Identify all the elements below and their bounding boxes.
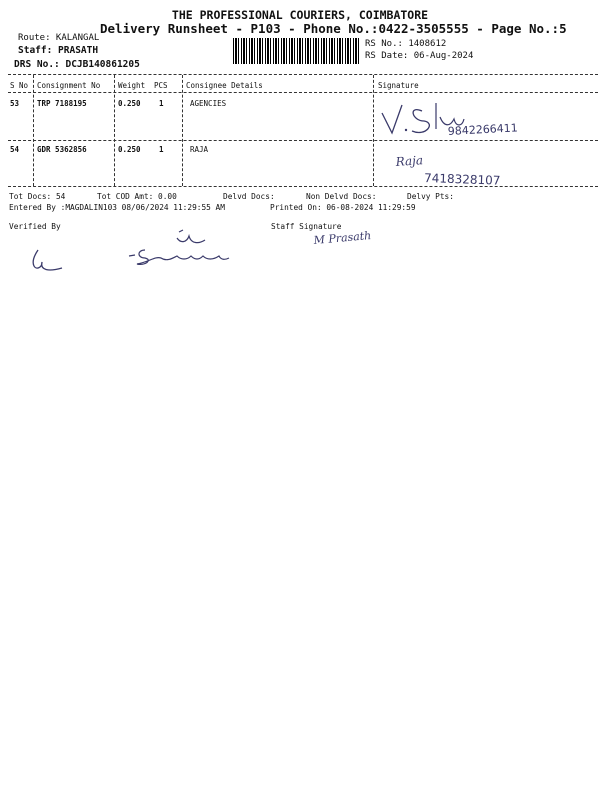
table-top-rule: [8, 74, 598, 75]
row-consignment: TRP 7188195: [37, 99, 87, 108]
total-cod: Tot COD Amt: 0.00: [97, 192, 177, 201]
col-divider: [114, 75, 115, 186]
svg-text:9842266411: 9842266411: [447, 121, 519, 138]
table-header-rule: [8, 92, 598, 93]
barcode: [233, 38, 359, 64]
entered-by: Entered By :MAGDALIN103 08/06/2024 11:29:55 AM: [9, 203, 225, 212]
staff-label: Staff: PRASATH: [18, 45, 99, 56]
delivered-docs: Delvd Docs:: [223, 192, 275, 201]
printed-on: Printed On: 06-08-2024 11:29:59: [270, 203, 416, 212]
rs-date: RS Date: 06-Aug-2024: [365, 51, 474, 61]
col-consignment: Consignment No: [37, 81, 101, 90]
col-signature: Signature: [378, 81, 419, 90]
delivery-points: Delvy Pts:: [407, 192, 454, 201]
verifier-signature: [28, 248, 68, 274]
row-weight: 0.250: [118, 99, 141, 108]
drs-number: DRS No.: DCJB140861205: [14, 59, 140, 70]
row-sno: 53: [10, 99, 20, 108]
company-title: THE PROFESSIONAL COURIERS, COIMBATORE: [171, 8, 429, 22]
row-consignee: AGENCIES: [190, 99, 227, 108]
col-consignee: Consignee Details: [186, 81, 263, 90]
row-consignee: RAJA: [190, 145, 209, 154]
svg-text:M Prasath: M Prasath: [313, 229, 372, 247]
col-sno: S No: [10, 81, 29, 90]
col-weight: Weight: [118, 81, 146, 90]
row-sno: 54: [10, 145, 20, 154]
rs-number: RS No.: 1408612: [365, 39, 447, 49]
total-docs: Tot Docs: 54: [9, 192, 66, 201]
verified-by-label: Verified By: [9, 222, 61, 231]
svg-text:Raja: Raja: [395, 153, 424, 169]
entry-signature: [125, 228, 235, 272]
recipient-signature: [378, 97, 538, 139]
non-delivered-docs: Non Delvd Docs:: [306, 192, 377, 201]
staff-signature: [312, 226, 402, 250]
recipient-signature: [392, 150, 532, 186]
row-divider: [8, 140, 598, 141]
col-pcs: PCS: [154, 81, 168, 90]
col-divider: [33, 75, 34, 186]
col-divider: [182, 75, 183, 186]
route-label: Route: KALANGAL: [18, 33, 100, 43]
row-consignment: GDR 5362856: [37, 145, 87, 154]
col-divider: [373, 75, 374, 186]
row-weight: 0.250: [118, 145, 141, 154]
table-bottom-rule: [8, 186, 598, 187]
svg-text:7418328107: 7418328107: [423, 171, 501, 188]
runsheet-subtitle: Delivery Runsheet - P103 - Phone No.:0422-3505555 - Page No.:5: [100, 21, 567, 36]
row-pcs: 1: [159, 145, 164, 154]
staff-signature-label: Staff Signature: [271, 222, 342, 231]
row-pcs: 1: [159, 99, 164, 108]
